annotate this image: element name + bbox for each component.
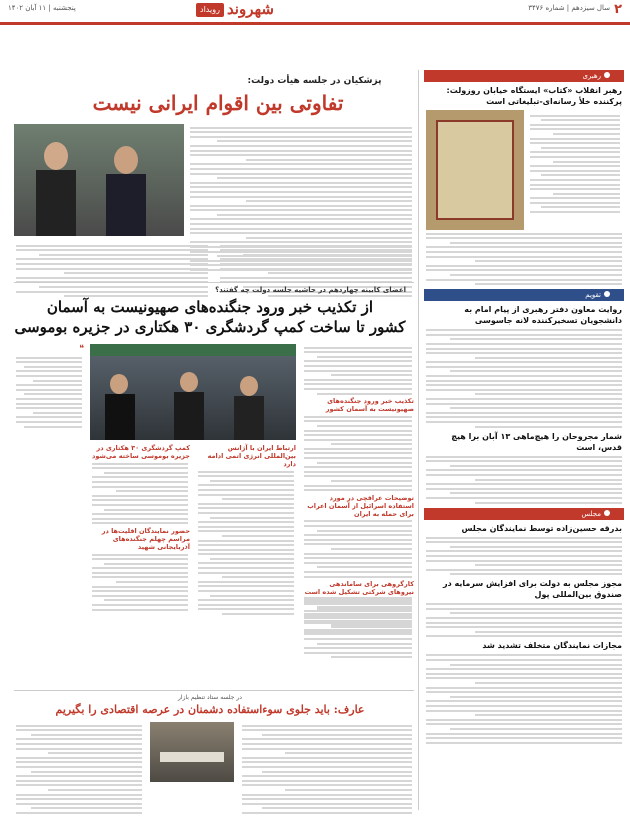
item4-body xyxy=(426,537,622,576)
second-kicker: اعضای کابینه چهاردهم در حاشیه جلسه دولت چه گفتند؟ xyxy=(215,286,406,294)
bullet-icon xyxy=(604,72,610,78)
page-number: ۲ xyxy=(614,2,622,17)
bottom-kicker: در جلسه ستاد تنظیم بازار xyxy=(178,694,242,701)
second-body-right xyxy=(302,344,414,635)
item1-title: رهبر انقلاب «کتاب» ایستگاه خیابان روزولت: پرکننده خلأ رسانه‌ای-تبلیغاتی است xyxy=(446,86,622,106)
item3-body xyxy=(426,456,622,504)
story-divider xyxy=(14,282,414,283)
item6-body xyxy=(426,654,622,743)
item4-title: بدرقه حسین‌زاده توسط نمایندگان مجلس xyxy=(461,523,622,533)
item1-body-cont xyxy=(426,233,622,286)
main-photo xyxy=(14,124,184,236)
column-divider xyxy=(418,70,419,810)
item1-body xyxy=(530,112,620,228)
meeting-photo xyxy=(150,722,234,782)
section-badge: رویداد xyxy=(196,3,224,17)
section-bar-taghvim: تقویم xyxy=(424,289,624,301)
sub2: توضیحات عراقچی در مورد استفاده اسرائیل از آسمان اعراب برای حمله به ایران xyxy=(307,493,414,518)
sub3: کارگروهی برای ساماندهی نیروهای شرکتی تشکیل شده است xyxy=(304,580,414,597)
book-image xyxy=(426,110,524,230)
quote-icon: ❝ xyxy=(79,344,84,354)
item6-title: مجازات نمایندگان متخلف تشدید شد xyxy=(482,641,622,651)
second-body-right-bottom xyxy=(302,594,414,661)
newspaper-logo: شهروند xyxy=(226,0,274,18)
sub4: ارتباط ایران با آژانس بین‌المللی انرژی اتمی ادامه دارد xyxy=(207,444,296,468)
story-divider-2 xyxy=(14,690,414,691)
issue-line: سال سیزدهم | شماره ۳۴۷۶ xyxy=(528,4,610,12)
second-headline-1: از تکذیب خبر ورود جنگنده‌های صهیونیست به آسمان xyxy=(46,298,374,316)
bottom-body-left xyxy=(14,722,144,816)
bottom-body-right xyxy=(240,722,414,816)
sub5: کمپ گردشگری ۳۰ هکتاری در جزیره بوموسی ساخته می‌شود xyxy=(92,444,190,460)
item5-body xyxy=(426,603,622,637)
second-body-cols xyxy=(90,444,296,618)
header-divider xyxy=(0,22,630,25)
item2-body xyxy=(426,329,622,427)
sub1: تکذیب خبر ورود جنگنده‌های صهیونیست به آسمان کشور xyxy=(325,397,414,414)
bullet-icon xyxy=(604,510,610,516)
item3-title: شمار مجروحان را هیچ‌ماهی ۱۳ آبان برا هیچ قدس، است xyxy=(451,431,622,452)
section-bar-rahbari: رهبری xyxy=(424,70,624,82)
side-column xyxy=(14,344,84,430)
second-headline-2: کشور تا ساخت کمپ گردشگری ۳۰ هکتاری در جزیره بوموسی xyxy=(14,318,406,336)
main-headline: تفاوتی بین اقوام ایرانی نیست xyxy=(92,91,344,115)
item5-title: مجوز مجلس به دولت برای افزایش سرمایه در صندوق بین‌المللی پول xyxy=(443,579,622,600)
bullet-icon xyxy=(604,291,610,297)
sub6: حضور نمایندگان اقلیت‌ها در مراسم چهلم جنگنده‌های آذربایجانی شهید xyxy=(101,526,190,551)
section-bar-majles: مجلس xyxy=(424,508,624,520)
item2-title: روایت معاون دفتر رهبری از پیام امام به دانشجویان تسخیرکننده لانه جاسوسی xyxy=(464,305,622,326)
cabinet-photo xyxy=(90,344,296,440)
bottom-headline: عارف: باید جلوی سوءاستفاده دشمنان در عرصه اقتصادی را بگیریم xyxy=(55,703,365,716)
right-column xyxy=(424,70,624,746)
main-kicker: پزشکیان در جلسه هیأت دولت: xyxy=(247,76,382,86)
date-line: پنجشنبه | ۱۱ آبان ۱۴۰۲ xyxy=(8,4,76,12)
